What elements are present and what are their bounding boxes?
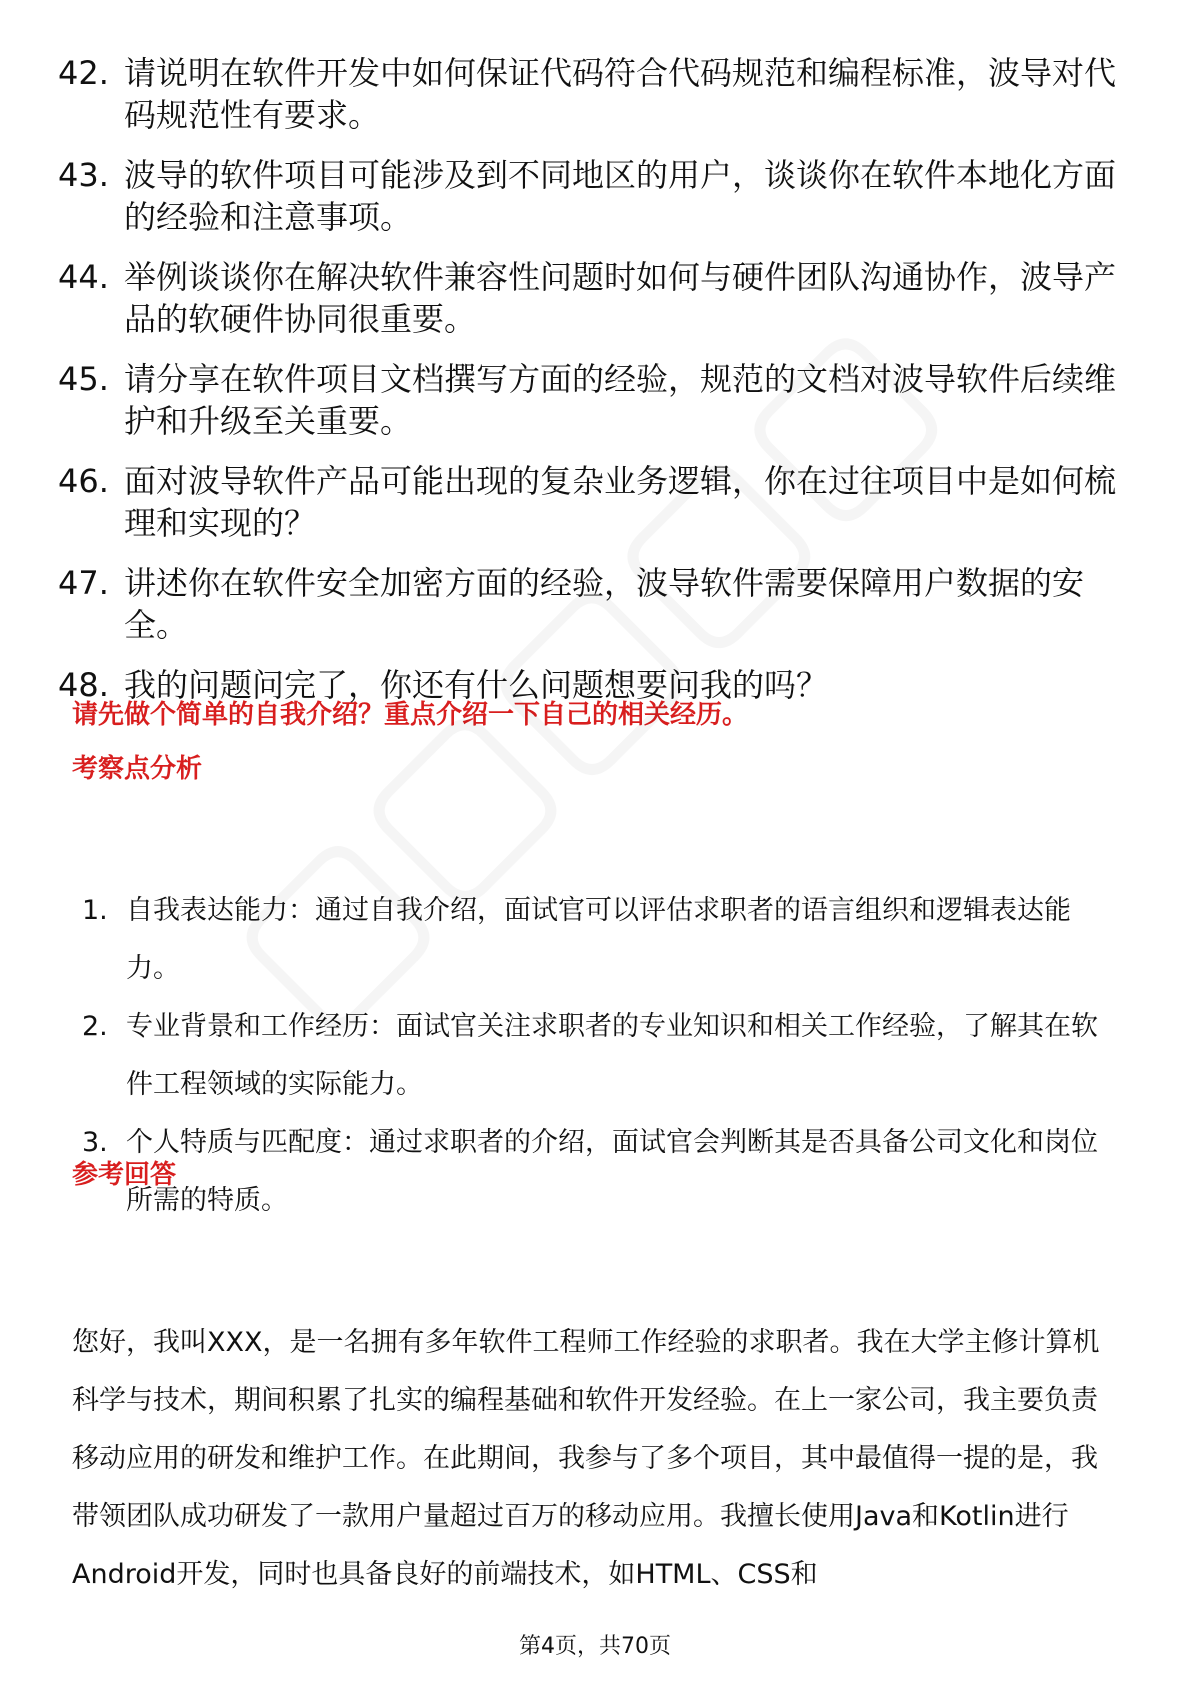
question-text: 讲述你在软件安全加密方面的经验，波导软件需要保障用户数据的安全。 [124,564,1085,644]
analysis-point-list [82,882,1122,1230]
analysis-point-text: 个人特质与匹配度：通过求职者的介绍，面试官会判断其是否具备公司文化和岗位所需的特质。 [126,1127,1098,1216]
section-question-heading: 请先做个简单的自我介绍？重点介绍一下自己的相关经历。 [72,700,749,730]
analysis-point [82,1114,1122,1230]
question-number: 46. [58,462,109,500]
question-number: 47. [58,564,109,602]
question-item [58,562,1118,646]
analysis-point-number: 3. [82,1127,108,1158]
analysis-point [82,882,1122,998]
analysis-heading: 考察点分析 [72,754,203,784]
question-number: 44. [58,258,109,296]
answer-heading: 参考回答 [72,1160,177,1190]
question-text: 举例谈谈你在解决软件兼容性问题时如何与硬件团队沟通协作，波导产品的软硬件协同很重要。 [124,258,1117,338]
question-item [58,154,1118,238]
question-item [58,460,1118,544]
answer-paragraph: 您好，我叫XXX，是一名拥有多年软件工程师工作经验的求职者。我在大学主修计算机科学与技术，期间积累了扎实的编程基础和软件开发经验。在上一家公司，我主要负责移动应用的研发和维护工作。在此期间，我参与了多个项目，其中最值得一提的是，我带领团队成功研发了一款用户量超过百万的移动应用。我擅长使用Java和Kotlin进行Android开发，同时也具备良好的前端技术，如HTML、CSS和 [72,1327,1100,1590]
question-text: 请说明在软件开发中如何保证代码符合代码规范和编程标准，波导对代码规范性有要求。 [124,54,1117,134]
analysis-point-text: 专业背景和工作经历：面试官关注求职者的专业知识和相关工作经验，了解其在软件工程领域的实际能力。 [126,1011,1098,1100]
question-item [58,256,1118,340]
question-number: 42. [58,54,109,92]
question-text: 我的问题问完了，你还有什么问题想要问我的吗？ [124,666,829,704]
question-item [58,52,1118,136]
analysis-point [82,998,1122,1114]
analysis-point-number: 1. [82,895,108,926]
question-text: 面对波导软件产品可能出现的复杂业务逻辑，你在过往项目中是如何梳理和实现的？ [124,462,1117,542]
question-number: 43. [58,156,109,194]
question-text: 波导的软件项目可能涉及到不同地区的用户，谈谈你在软件本地化方面的经验和注意事项。 [124,156,1117,236]
page-footer: 第4页，共70页 [519,1634,671,1659]
question-item [58,358,1118,442]
analysis-point-text: 自我表达能力：通过自我介绍，面试官可以评估求职者的语言组织和逻辑表达能力。 [126,895,1071,984]
question-text: 请分享在软件项目文档撰写方面的经验，规范的文档对波导软件后续维护和升级至关重要。 [124,360,1117,440]
analysis-point-number: 2. [82,1011,108,1042]
question-number: 45. [58,360,109,398]
question-list [58,52,1118,724]
question-number: 48. [58,666,109,704]
